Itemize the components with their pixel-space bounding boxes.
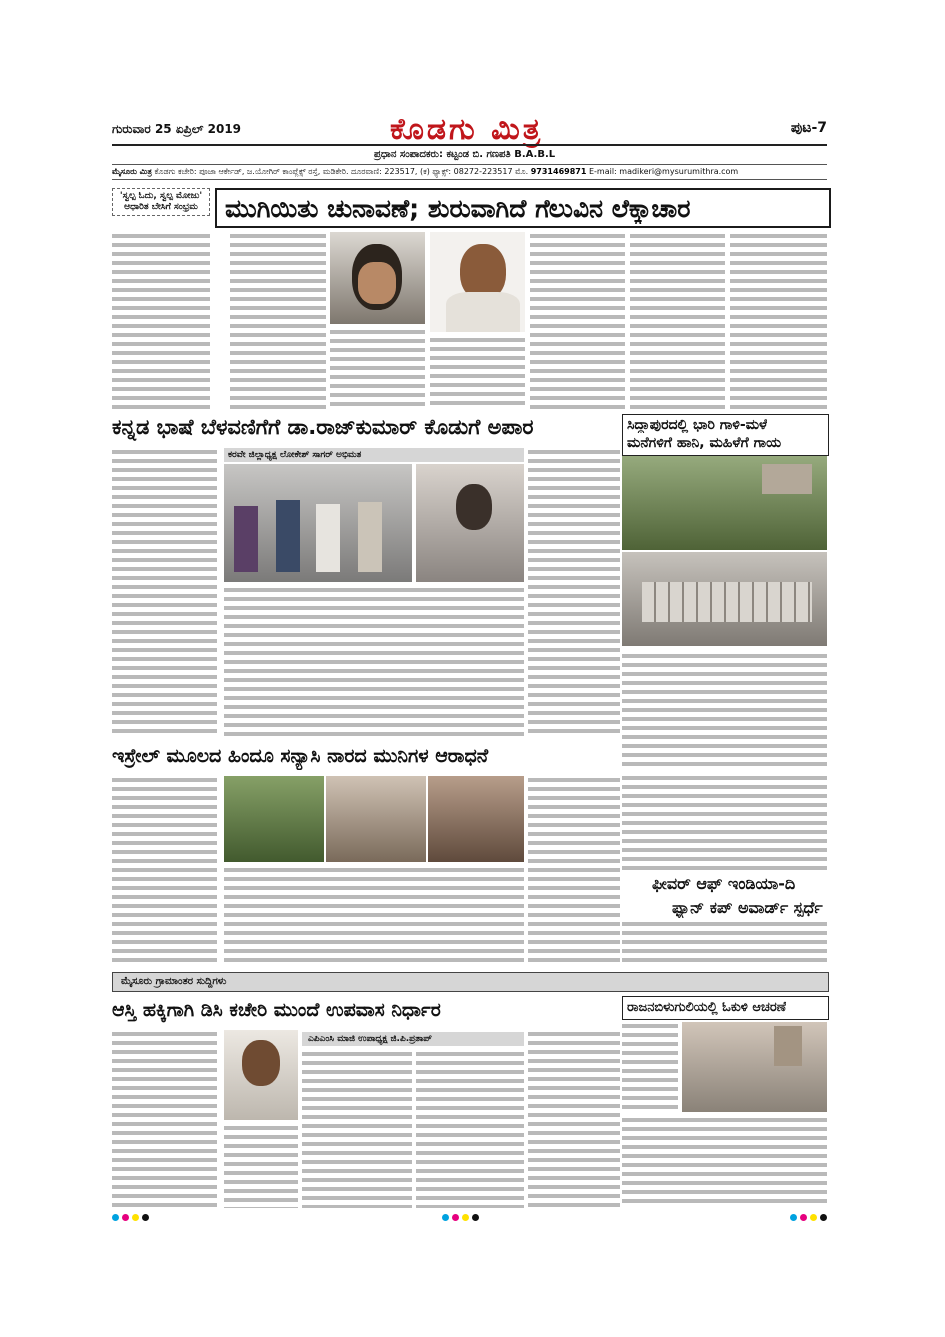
masthead: ಕೊಡಗು ಮಿತ್ರ <box>390 112 544 147</box>
candidate-photo-1 <box>330 232 425 324</box>
contact-strip <box>112 164 827 180</box>
rural-news-title: ಮೈಸೂರು ಗ್ರಾಮಾಂತರ ಸುದ್ದಿಗಳು <box>121 976 227 987</box>
israel-headline: ಇಸ್ರೇಲ್ ಮೂಲದ ಹಿಂದೂ ಸನ್ಯಾಸಿ ನಾರದ ಮುನಿಗಳ ಆರಾಧನೆ <box>112 745 489 767</box>
israel-col-1 <box>112 776 217 966</box>
temple-body <box>622 1116 827 1208</box>
header-rule <box>112 144 827 146</box>
storm-photo-1 <box>622 456 827 550</box>
election-col-6 <box>730 232 827 410</box>
fast-headline: ಆಸ್ತಿ ಹಕ್ಕಿಗಾಗಿ ಡಿಸಿ ಕಚೇರಿ ಮುಂದೆ ಉಪವಾಸ ನಿರ್ಧಾರ <box>112 999 441 1021</box>
election-col-5 <box>630 232 725 410</box>
election-col-1 <box>230 232 326 410</box>
fast-subhead: ಎಪಿಎಂಸಿ ಮಾಜಿ ಉಪಾಧ್ಯಕ್ಷ ಜಿ.ಪಿ.ಪ್ರತಾಪ್ <box>308 1034 432 1044</box>
print-dots-center <box>442 1214 479 1222</box>
sidebar-body <box>112 232 210 410</box>
kannada-event-photo <box>224 464 412 582</box>
kannada-body <box>224 586 524 738</box>
issue-date: ಗುರುವಾರ 25 ಏಪ್ರಿಲ್ 2019 <box>112 122 242 136</box>
newspaper-page <box>112 112 827 1222</box>
kannada-subhead: ಕರವೇ ಜಿಲ್ಲಾಧ್ಯಕ್ಷ ಲೋಕೇಶ್ ಸಾಗರ್ ಅಭಿಮತ <box>228 450 362 460</box>
sidebar-title: 'ಸ್ವಲ್ಪ ಓದು, ಸ್ವಲ್ಪ ಮೋಜು' ಆಧಾರಿತ ಬೇಸಿಗೆ ಸಂಭ್ರಮ <box>112 188 210 216</box>
storm-body <box>622 652 827 770</box>
election-col-4 <box>530 232 625 410</box>
fever-headline-2: ಫ್ಯಾನ್ ಕಪ್ ಅವಾರ್ಡ್ ಸ್ಪರ್ಧೆ <box>672 898 823 917</box>
election-col-3 <box>430 336 525 410</box>
kannada-col-4 <box>528 448 620 738</box>
sidebar-article <box>112 188 210 410</box>
election-headline: ಮುಗಿಯಿತು ಚುನಾವಣೆ; ಶುರುವಾಗಿದೆ ಗೆಲುವಿನ ಲೆಕ್ಕಾಚಾರ <box>225 194 691 223</box>
candidate-photo-2 <box>430 232 525 332</box>
page-number: ಪುಟ-7 <box>790 120 827 136</box>
pratap-portrait <box>224 1030 298 1120</box>
fast-subhead-band <box>302 1032 524 1046</box>
storm-photo-2 <box>622 552 827 646</box>
print-dots-left <box>112 1214 149 1222</box>
editor-line: ಪ್ರಧಾನ ಸಂಪಾದಕರು: ಕಟ್ಟಂಡ ಬಿ. ಗಣಪತಿ B.A.B.L <box>374 149 556 160</box>
temple-headline: ರಾಜನಬಿಳುಗುಲಿಯಲ್ಲಿ ಓಕುಳಿ ಆಚರಣೆ <box>627 1000 787 1015</box>
strip-email: E-mail: madikeri@mysurumithra.com <box>588 167 739 176</box>
kannada-headline: ಕನ್ನಡ ಭಾಷೆ ಬೆಳವಣಿಗೆಗೆ ಡಾ.ರಾಜ್‌ಕುಮಾರ್ ಕೊಡುಗೆ ಅಪಾರ <box>112 415 534 439</box>
strip-mobile: 9731469871 <box>530 167 587 176</box>
fast-col-4 <box>416 1050 524 1208</box>
rajkumar-portrait <box>416 464 524 582</box>
israel-photo-2 <box>326 776 426 862</box>
storm-headline-2: ಮನೆಗಳಿಗೆ ಹಾನಿ, ಮಹಿಳೆಗೆ ಗಾಯ <box>627 435 782 451</box>
fast-col-1 <box>112 1030 217 1208</box>
fast-col-3 <box>302 1050 412 1208</box>
storm-headline-box <box>622 414 829 456</box>
fever-body <box>622 920 827 966</box>
kannada-subhead-band <box>224 448 524 462</box>
fast-col-5 <box>528 1030 620 1208</box>
israel-col-4 <box>528 776 620 966</box>
election-col-2 <box>330 328 425 410</box>
israel-photo-1 <box>224 776 324 862</box>
fever-headline-1: ಫೀವರ್ ಆಫ್ ಇಂಡಿಯಾ-ದಿ <box>652 874 796 893</box>
temple-headline-box <box>622 996 829 1020</box>
print-dots-right <box>790 1214 827 1222</box>
kannada-col-1 <box>112 448 217 738</box>
strip-brand: ಮೈಸೂರು ಮಿತ್ರ <box>112 167 152 176</box>
election-headline-box <box>215 188 831 228</box>
fast-col-2 <box>224 1124 298 1208</box>
rural-news-band <box>112 972 829 992</box>
storm-body-2 <box>622 774 827 870</box>
israel-photo-3 <box>428 776 524 862</box>
temple-col-1 <box>622 1022 678 1112</box>
israel-body <box>224 866 524 966</box>
storm-headline-1: ಸಿದ್ದಾಪುರದಲ್ಲಿ ಭಾರಿ ಗಾಳಿ-ಮಳೆ <box>627 417 768 433</box>
temple-photo <box>682 1022 827 1112</box>
strip-address: ಕೊಡಗು ಕಚೇರಿ: ಪೂಜಾ ಆರ್ಕೇಡ್, ಜ.ಯೋಗಿರ್ ಕಾಂಪ್ಲೆಕ್ಸ್ ರಸ್ತೆ, ಮಡಿಕೇರಿ. ದೂರವಾಣಿ: 223517, (ಕ) ಫ್ಯಾಕ್ಸ್: 08272-223517 ಮೊ. <box>154 167 529 176</box>
